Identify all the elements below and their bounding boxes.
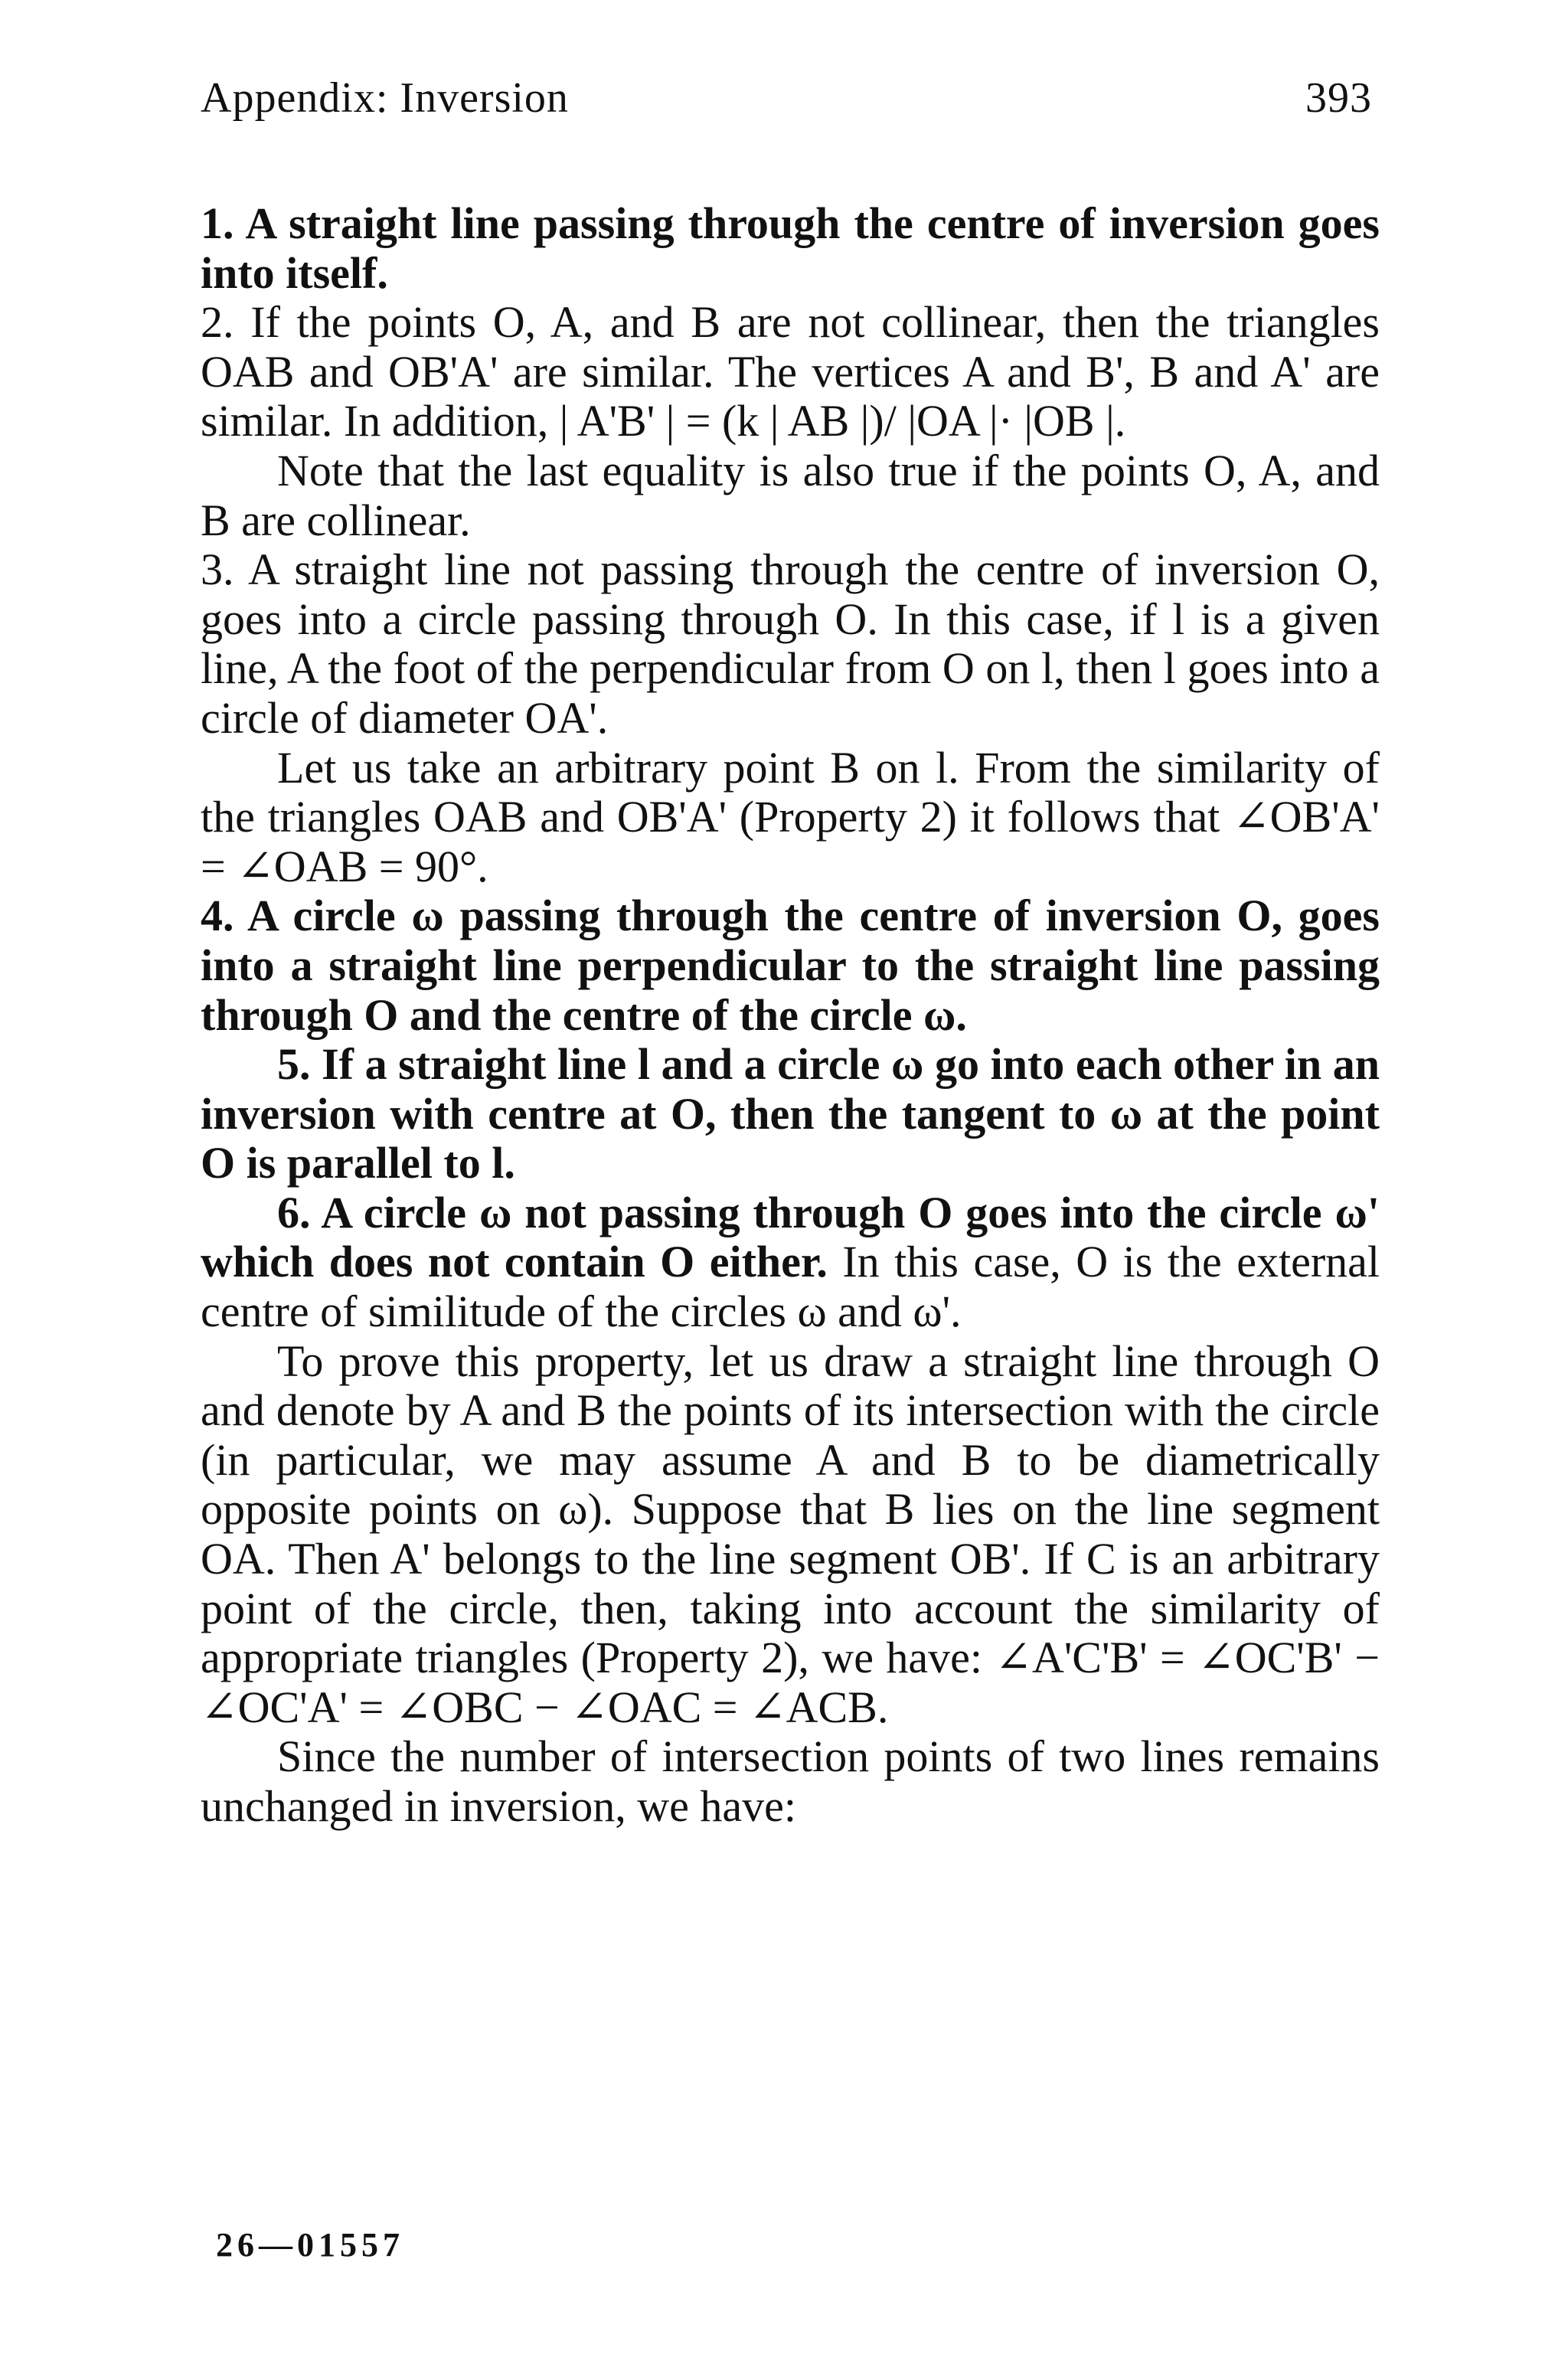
property-5: 5. If a straight line l and a circle ω go into each other in an inversion with centre at O, then the tangent to ω at the point O is parallel to l. (201, 1039, 1380, 1188)
property-6-remark: In this case, O is the external centre of similitude of the circles ω and ω'. (201, 1237, 1380, 1337)
signature-mark: 26—01557 (216, 2226, 404, 2264)
property-2: 2. If the points O, A, and B are not collinear, then the triangles OAB and OB'A' are similar. The vertices A and B', B and A' are similar. In addition, | A'B' | = (k | AB |)/ |OA |· |OB |. (201, 297, 1380, 446)
running-header (201, 74, 1372, 135)
property-3: 3. A straight line not passing through the centre of inversion O, goes into a circle passing through O. In this case, if l is a given line, A the foot of the perpendicular from O on l, then l goes into a circle of diameter OA'. (201, 544, 1380, 743)
closing-paragraph: Since the number of intersection points of two lines remains unchanged in inversion, we have: (201, 1731, 1380, 1831)
property-2-note: Note that the last equality is also true if the points O, A, and B are collinear. (201, 445, 1380, 545)
property-6 (201, 1188, 1380, 1337)
body-text (201, 199, 1380, 1832)
page-number: 393 (1305, 74, 1372, 122)
chapter-title: Appendix: Inversion (201, 74, 569, 122)
property-6-statement: 6. A circle ω not passing through O goes into the circle ω' which does not contain O either. (201, 1187, 1380, 1287)
property-1: 1. A straight line passing through the centre of inversion goes into itself. (201, 198, 1380, 298)
property-6-proof: To prove this property, let us draw a straight line through O and denote by A and B the points of its intersection with the circle (in particular, we may assume A and B to be diametrically opposite points on ω). Suppose that B lies on the line segment OA. Then A' belongs to the line segment OB'. If C is an arbitrary point of the circle, then, taking into account the similarity of appropriate triangles (Property 2), we have: ∠A'C'B' = ∠OC'B' − ∠OC'A' = ∠OBC − ∠OAC = ∠ACB. (201, 1335, 1380, 1732)
property-3-proof: Let us take an arbitrary point B on l. From the similarity of the triangles OAB and OB'A' (Property 2) it follows that ∠OB'A' = ∠OAB = 90°. (201, 742, 1380, 891)
property-4: 4. A circle ω passing through the centre of inversion O, goes into a straight line perpendicular to the straight line passing through O and the centre of the circle ω. (201, 891, 1380, 1040)
